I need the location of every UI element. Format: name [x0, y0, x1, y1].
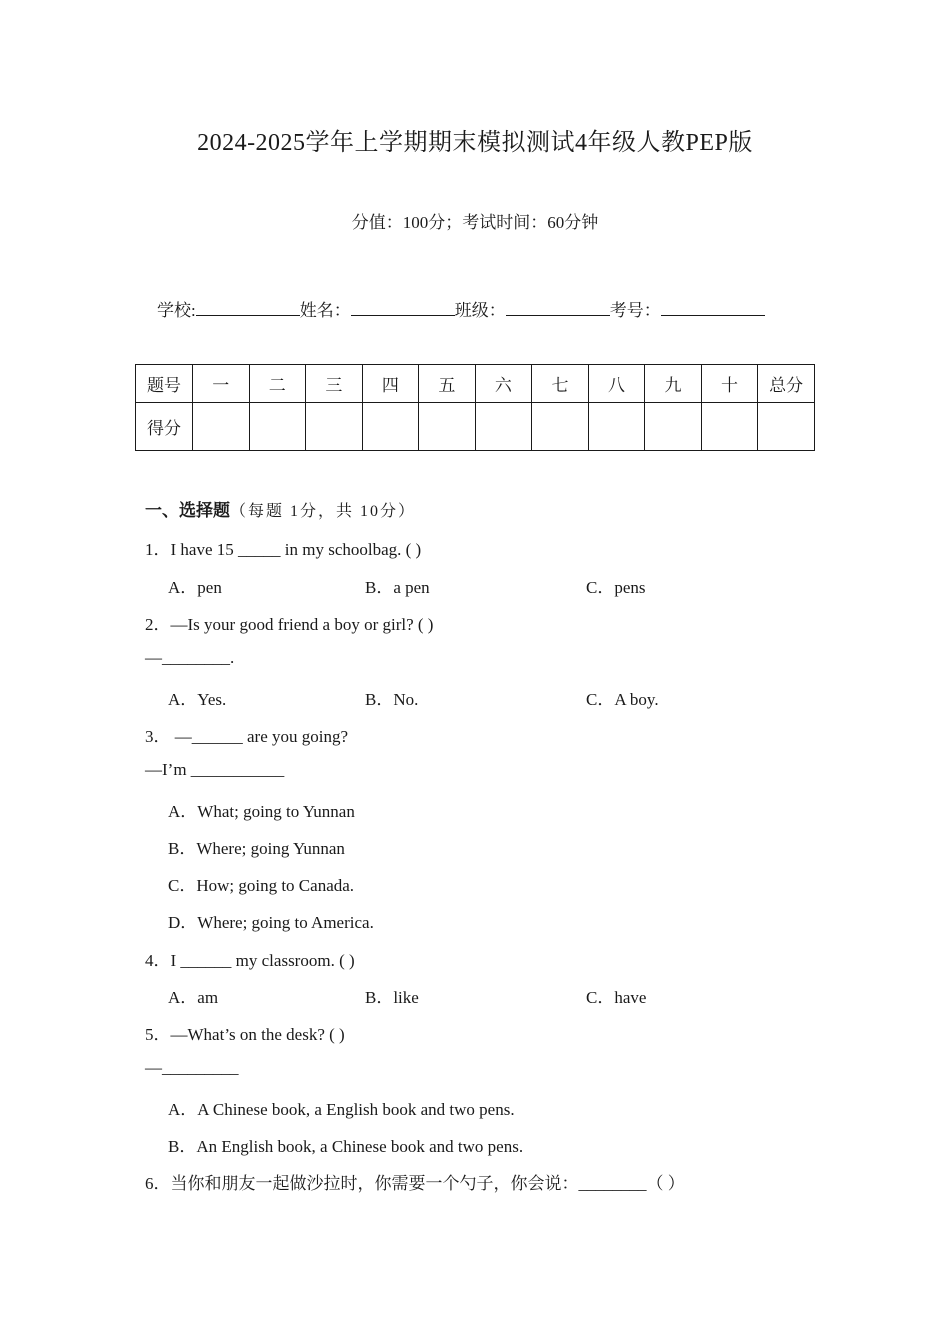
score-cell [701, 403, 758, 451]
question-3-option-d: D．Where; going to America. [168, 913, 374, 932]
question-5-option-a: A．A Chinese book, a English book and two pens. [168, 1100, 515, 1119]
score-cell [362, 403, 419, 451]
score-cell [475, 403, 532, 451]
score-table-header-row [136, 365, 815, 403]
row-label-cell: 得分 [136, 403, 193, 451]
class-label: 班级： [454, 301, 506, 320]
header-cell: 九 [645, 365, 702, 403]
question-3-option-c: C．How; going to Canada. [168, 876, 355, 895]
question-3-option-a: A．What; going to Yunnan [168, 802, 355, 821]
header-cell: 一 [193, 365, 250, 403]
score-cell [758, 403, 815, 451]
header-cell: 三 [306, 365, 363, 403]
question-3-answer-line: —I’m ___________ [145, 760, 285, 779]
school-label: 学校: [157, 301, 196, 320]
section-heading [145, 496, 416, 521]
score-table-score-row [136, 403, 815, 451]
question-2-answer-line: —________. [145, 648, 235, 667]
question-4-option-a: A．am [168, 988, 219, 1007]
question-3-stem: 3． —______ are you going? [145, 727, 349, 746]
school-blank [196, 297, 300, 316]
document-title: 2024-2025学年上学期期末模拟测试4年级人教PEP版 [197, 130, 753, 156]
question-2-stem: 2．—Is your good friend a boy or girl? ( ) [145, 615, 434, 634]
name-blank [351, 297, 455, 316]
header-cell: 总分 [758, 365, 815, 403]
question-2-option-c: C．A boy. [586, 690, 659, 709]
question-1-option-c: C．pens [586, 578, 646, 597]
question-1-stem: 1．I have 15 _____ in my schoolbag. ( ) [145, 540, 422, 559]
name-label: 姓名： [299, 301, 351, 320]
section-title: 一、选择题 [145, 501, 230, 520]
class-blank [506, 297, 610, 316]
question-4-stem: 4．I ______ my classroom. ( ) [145, 951, 355, 970]
question-2-option-b: B．No. [365, 690, 419, 709]
header-cell: 六 [475, 365, 532, 403]
question-2-option-a: A．Yes. [168, 690, 227, 709]
score-cell [306, 403, 363, 451]
header-cell: 十 [701, 365, 758, 403]
question-6-stem: 6．当你和朋友一起做沙拉时，你需要一个勺子，你会说：________（ ） [145, 1174, 685, 1193]
question-4-option-c: C．have [586, 988, 647, 1007]
question-3-option-b: B．Where; going Yunnan [168, 839, 345, 858]
score-cell [249, 403, 306, 451]
score-cell [645, 403, 702, 451]
question-5-answer-line: —_________ [145, 1058, 239, 1077]
question-4-option-b: B．like [365, 988, 419, 1007]
header-cell: 七 [532, 365, 589, 403]
header-cell: 五 [419, 365, 476, 403]
section-note: （每题 1分，共 10分） [230, 503, 417, 520]
header-cell: 八 [588, 365, 645, 403]
score-cell [419, 403, 476, 451]
question-5-stem: 5．—What’s on the desk? ( ) [145, 1025, 345, 1044]
question-1-option-a: A．pen [168, 578, 222, 597]
number-blank [661, 297, 765, 316]
score-cell [588, 403, 645, 451]
question-5-option-b: B．An English book, a Chinese book and two pens. [168, 1137, 524, 1156]
student-info-line [157, 296, 765, 321]
score-cell [532, 403, 589, 451]
header-cell: 题号 [136, 365, 193, 403]
number-label: 考号： [609, 301, 661, 320]
header-cell: 二 [249, 365, 306, 403]
score-cell [193, 403, 250, 451]
header-cell: 四 [362, 365, 419, 403]
question-1-option-b: B．a pen [365, 578, 430, 597]
score-time-info: 分值：100分；考试时间：60分钟 [351, 213, 599, 232]
score-table [135, 364, 815, 451]
